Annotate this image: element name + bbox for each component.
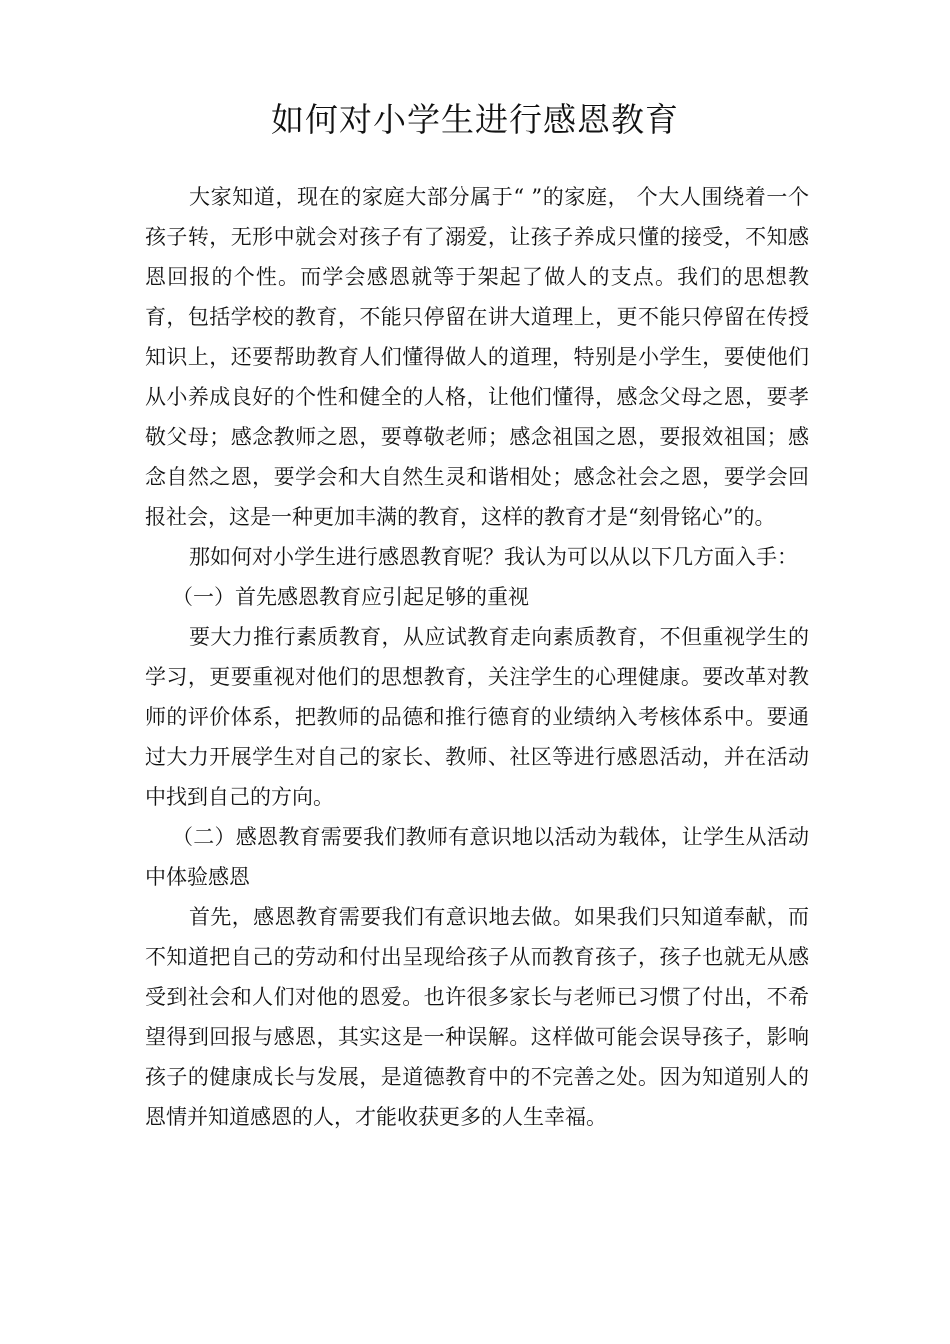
paragraph-section-1: 要大力推行素质教育，从应试教育走向素质教育，不但重视学生的学习，更要重视对他们的思想教育，关注学生的心理健康。要改革对教师的评价体系，把教师的品德和推行德育的业绩纳入考核体系中。要通过大力开展学生对自己的家长、教师、社区等进行感恩活动，并在活动中找到自己的方向。 [145, 625, 809, 809]
paragraph-question: 那如何对小学生进行感恩教育呢？我认为可以从以下几方面入手： [189, 545, 798, 569]
section-heading-2: （二）感恩教育需要我们教师有意识地以活动为载体，让学生从活动中体验感恩 [145, 825, 809, 889]
section-heading-1: （一）首先感恩教育应引起足够的重视 [172, 585, 529, 609]
document-body [145, 177, 809, 1137]
document-title: 如何对小学生进行感恩教育 [271, 100, 679, 139]
paragraph-section-2: 首先，感恩教育需要我们有意识地去做。如果我们只知道奉献，而不知道把自己的劳动和付出呈现给孩子从而教育孩子，孩子也就无从感受到社会和人们对他的恩爱。也许很多家长与老师已习惯了付出，不希望得到回报与感恩，其实这是一种误解。这样做可能会误导孩子，影响孩子的健康成长与发展，是道德教育中的不完善之处。因为知道别人的恩情并知道感恩的人，才能收获更多的人生幸福。 [145, 905, 809, 1129]
paragraph-intro: 大家知道，现在的家庭大部分属于“ ”的家庭， 个大人围绕着一个孩子转，无形中就会对孩子有了溺爱，让孩子养成只懂的接受，不知感恩回报的个性。而学会感恩就等于架起了做人的支点。我们的思想教育，包括学校的教育，不能只停留在讲大道理上，更不能只停留在传授知识上，还要帮助教育人们懂得做人的道理，特别是小学生，要使他们从小养成良好的个性和健全的人格，让他们懂得，感念父母之恩，要孝敬父母；感念教师之恩，要尊敬老师；感念祖国之恩，要报效祖国；感念自然之恩，要学会和大自然生灵和谐相处；感念社会之恩，要学会回报社会，这是一种更加丰满的教育，这样的教育才是“刻骨铭心”的。 [145, 185, 809, 529]
